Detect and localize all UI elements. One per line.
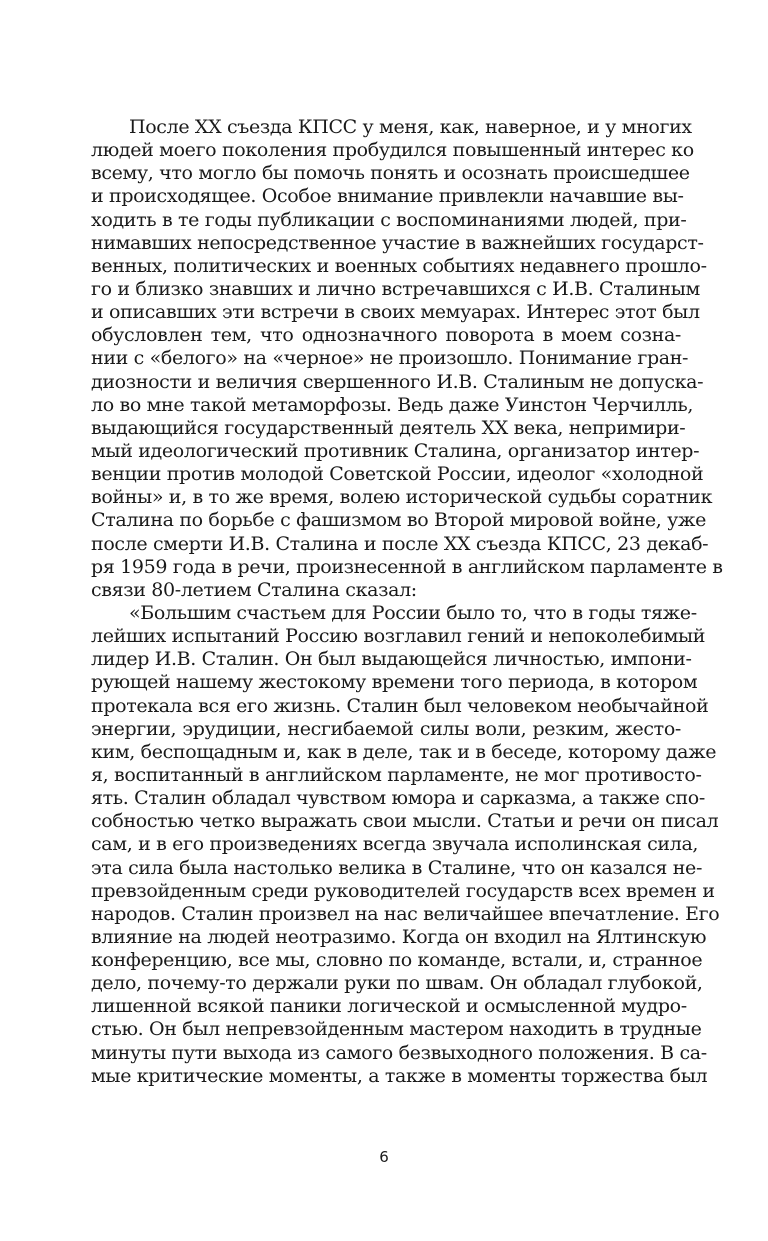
text-line: венных, политических и военных событиях недавнего прошло- <box>91 254 707 277</box>
text-line: мый идеологический противник Сталина, организатор интер- <box>91 439 700 462</box>
page-number: 6 <box>379 1148 389 1166</box>
text-line: ким, беспощадным и, как в деле, так и в беседе, которому даже <box>91 740 717 763</box>
text-line: ять. Сталин обладал чувством юмора и сарказма, а также спо- <box>91 787 705 810</box>
text-line: дело, почему-то держали руки по швам. Он обладал глубокой, <box>91 972 703 995</box>
text-line: войны» и, в то же время, волею исторической судьбы соратник <box>91 486 713 509</box>
text-line: собностью четко выражать свои мысли. Статьи и речи он писал <box>91 810 719 833</box>
text-line: минуты пути выхода из самого безвыходного положения. В са- <box>91 1041 707 1064</box>
text-line: ходить в те годы публикации с воспоминаниями людей, при- <box>91 208 687 231</box>
text-line: «Большим счастьем для России было то, что в годы тяже- <box>129 601 697 624</box>
text-line: энергии, эрудиции, несгибаемой силы воли, резким, жесто- <box>91 717 681 740</box>
text-line: венции против молодой Советской России, идеолог «холодной <box>91 463 704 486</box>
text-line: лейших испытаний Россию возглавил гений и непоколебимый <box>91 625 706 648</box>
text-line: нимавших непосредственное участие в важнейших государст- <box>91 231 704 254</box>
text-line: и происходящее. Особое внимание привлекли начавшие вы- <box>91 185 684 208</box>
text-line: Сталина по борьбе с фашизмом во Второй мировой войне, уже <box>91 509 707 532</box>
text-line: го и близко знавших и лично встречавшихся с И.В. Сталиным <box>91 277 700 300</box>
text-line: рующей нашему жестокому времени того периода, в котором <box>91 671 698 694</box>
text-line: ло во мне такой метаморфозы. Ведь даже Уинстон Черчилль, <box>91 393 694 416</box>
text-line: превзойденным среди руководителей государств всех времен и <box>91 879 715 902</box>
text-line: народов. Сталин произвел на нас величайшее впечатление. Его <box>91 902 720 925</box>
text-line: обусловлен тем, что однозначного поворота в моем созна- <box>91 324 681 347</box>
text-line: протекала вся его жизнь. Сталин был человеком необычайной <box>91 694 709 717</box>
text-line: лишенной всякой паники логической и осмысленной мудро- <box>91 995 687 1018</box>
text-line: ря 1959 года в речи, произнесенной в английском парламенте в <box>91 555 723 578</box>
text-line: конференцию, все мы, словно по команде, встали, и, странное <box>91 949 703 972</box>
text-line: всему, что могло бы помочь понять и осознать происшедшее <box>91 162 690 185</box>
text-line: и описавших эти встречи в своих мемуарах. Интерес этот был <box>91 301 700 324</box>
text-line: стью. Он был непревзойденным мастером находить в трудные <box>91 1018 702 1041</box>
text-line: После XX съезда КПСС у меня, как, наверное, и у многих <box>129 116 692 138</box>
text-line: выдающийся государственный деятель XX века, непримири- <box>91 416 686 439</box>
text-line: людей моего поколения пробудился повышенный интерес ко <box>91 139 694 162</box>
text-line: влияние на людей неотразимо. Когда он входил на Ялтинскую <box>91 925 707 948</box>
text-line: лидер И.В. Сталин. Он был выдающейся личностью, импони- <box>91 648 692 671</box>
text-line: мые критические моменты, а также в моменты торжества был <box>91 1064 708 1087</box>
text-line: диозности и величия свершенного И.В. Сталиным не допуска- <box>91 370 704 393</box>
text-line: эта сила была настолько велика в Сталине, что он казался не- <box>91 856 703 879</box>
text-line: нии с «белого» на «черное» не произошло. Понимание гран- <box>91 347 689 370</box>
text-line: после смерти И.В. Сталина и после XX съезда КПСС, 23 декаб- <box>91 532 709 555</box>
text-line: я, воспитанный в английском парламенте, не мог противосто- <box>91 763 702 786</box>
text-line: связи 80-летием Сталина сказал: <box>91 578 417 601</box>
body-text <box>91 116 723 1088</box>
text-line: сам, и в его произведениях всегда звучала исполинская сила, <box>91 833 699 856</box>
